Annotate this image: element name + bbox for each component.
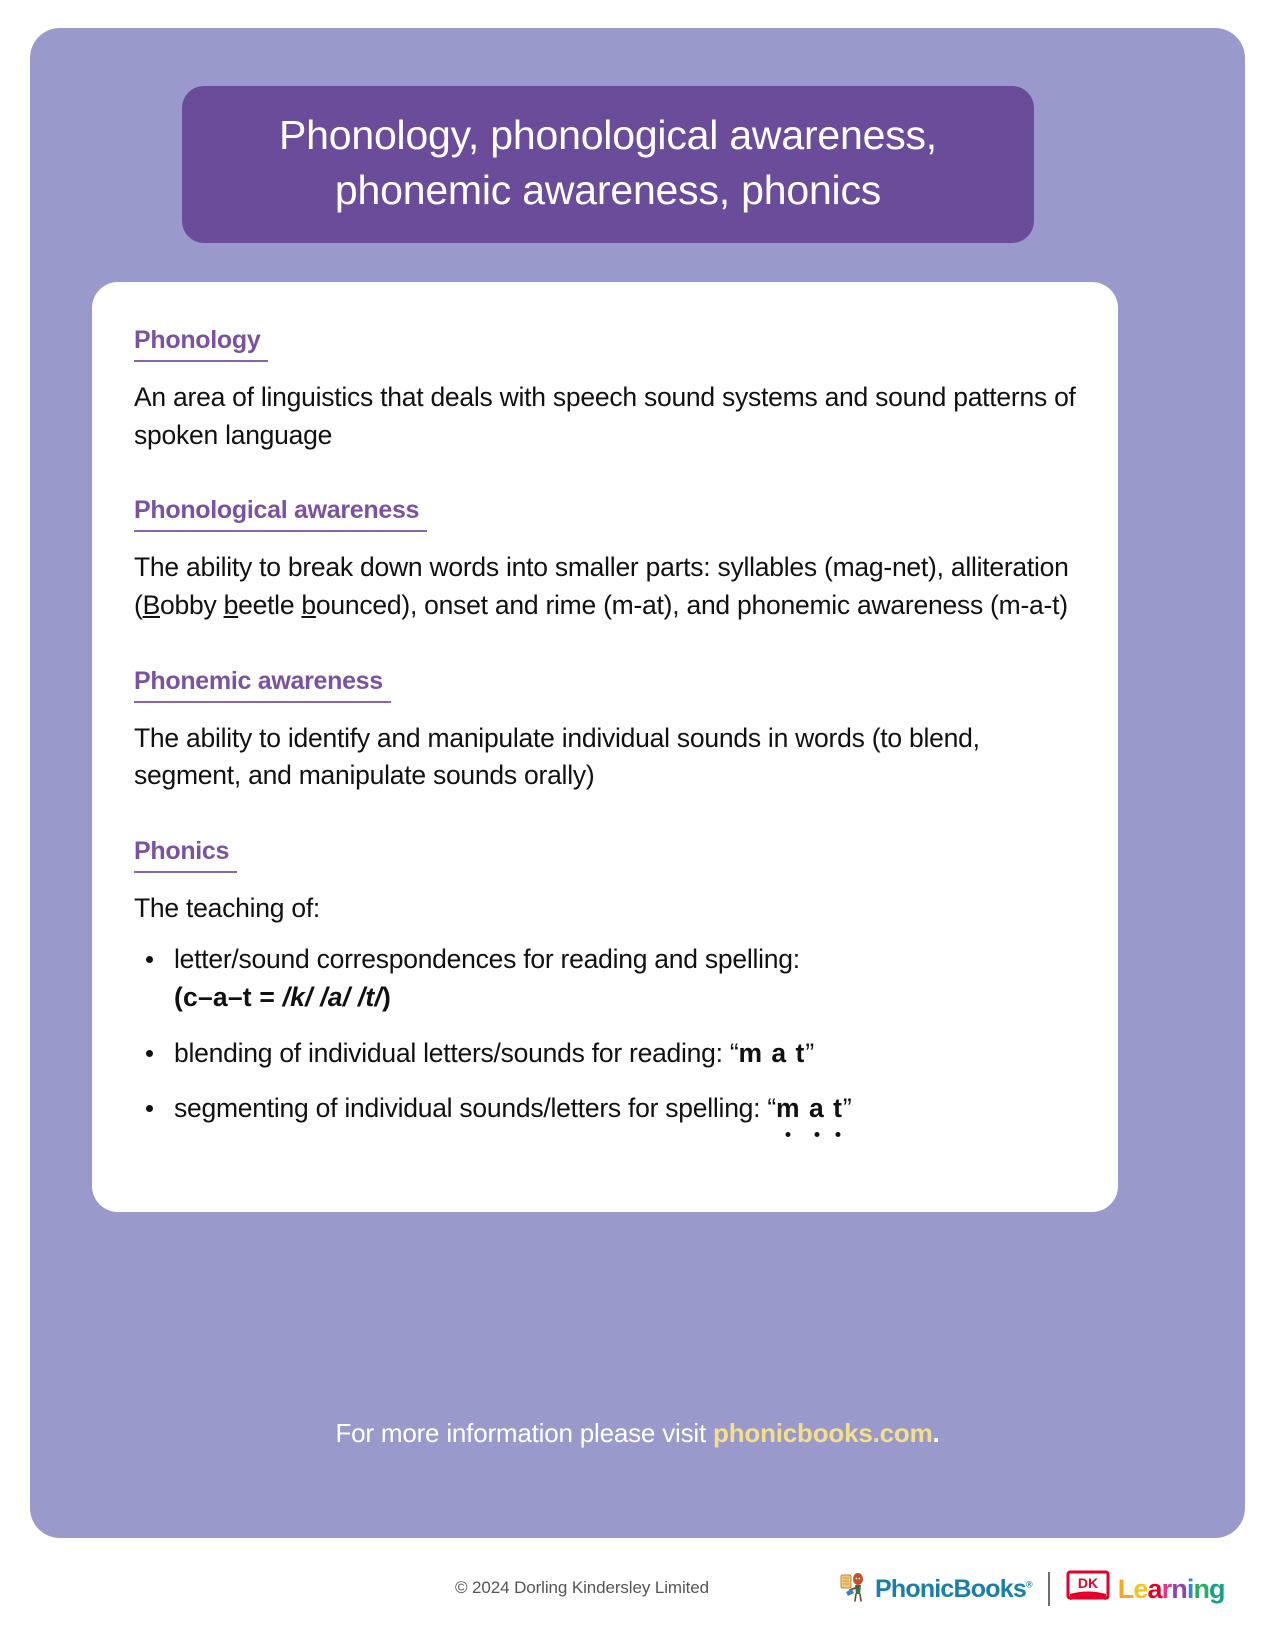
phonics-bullet-list — [134, 941, 1076, 1128]
phonicbooks-wordmark — [875, 1575, 1032, 1604]
quote-open-2: “ — [729, 1037, 739, 1068]
notation-prefix: (c–a–t = — [174, 982, 283, 1012]
page-title-line-1: Phonology, phonological awareness, — [278, 112, 937, 158]
page-bottom-strip — [0, 1568, 1275, 1628]
bullet-item-blending — [134, 1035, 1076, 1073]
segment-letter-1: m — [776, 1090, 801, 1128]
logo-group — [838, 1566, 1225, 1612]
phonetic-notation-cat — [174, 979, 1076, 1017]
bullet-item-segmenting — [134, 1090, 1076, 1128]
body-part-1: The ability to break down words into smaller parts: syllables (mag-net), alliteration ( — [134, 552, 1069, 620]
page-title-line-2: phonemic awareness, phonics — [334, 166, 882, 213]
bullet-text-2: blending of individual letters/sounds for reading: — [174, 1037, 730, 1068]
bullet-text-3: segmenting of individual sounds/letters for spelling: — [174, 1093, 768, 1124]
heading-phonics: Phonics — [134, 837, 237, 873]
section-phonological-awareness — [134, 480, 1076, 624]
alliteration-word-1: obby — [160, 589, 224, 620]
quote-open-3: “ — [767, 1093, 776, 1124]
phonicbooks-word-part-2: Books — [953, 1574, 1026, 1603]
footer-period: . — [932, 1418, 940, 1448]
copyright-text: © 2024 Dorling Kindersley Limited — [455, 1578, 709, 1597]
dk-letter-7: g — [1209, 1573, 1225, 1604]
dk-letter-1: e — [1133, 1573, 1148, 1604]
dk-learning-logo — [1066, 1570, 1225, 1609]
footer-visit-line — [30, 1418, 1245, 1449]
dk-letter-4: n — [1171, 1573, 1187, 1604]
heading-phonemic-awareness: Phonemic awareness — [134, 667, 391, 703]
phonicbooks-mascot-icon — [838, 1570, 872, 1609]
dk-letter-0: L — [1117, 1573, 1134, 1604]
dk-letter-3: r — [1161, 1573, 1172, 1604]
heading-phonology: Phonology — [134, 326, 268, 362]
phonicbooks-word-part-1: Phonic — [875, 1574, 954, 1603]
bullet-item-correspondences — [134, 941, 1076, 1016]
phonicbooks-logo — [838, 1570, 1032, 1609]
dk-letter-6: n — [1193, 1573, 1210, 1604]
footer-prompt-text: For more information please visit — [335, 1418, 714, 1448]
title-banner — [182, 86, 1034, 243]
segment-letter-2: a — [809, 1090, 825, 1128]
body-phonics: The teaching of: — [134, 892, 321, 923]
alliteration-letter-3: b — [301, 589, 316, 620]
alliteration-word-2: eetle — [238, 589, 302, 620]
bullet-text-1: letter/sound correspondences for reading and spelling: — [174, 944, 800, 975]
quote-close-3: ” — [842, 1093, 852, 1124]
dk-learning-wordmark — [1118, 1574, 1225, 1605]
svg-text:DK: DK — [1077, 1574, 1098, 1591]
section-phonemic-awareness — [134, 651, 1076, 795]
body-part-2: ), onset and rime (m-at), and phonemic awareness (m-a-t) — [401, 589, 1068, 620]
body-phonology: An area of linguistics that deals with speech sound systems and sound patterns of spoken language — [134, 382, 1076, 450]
alliteration-letter-2: b — [223, 589, 239, 620]
alliteration-letter-1: B — [142, 589, 161, 620]
body-phonemic-awareness: The ability to identify and manipulate individual sounds in words (to blend, segment, and manipulate sounds orally) — [134, 722, 980, 791]
segmenting-word — [776, 1093, 843, 1123]
heading-phonological-awareness: Phonological awareness — [134, 496, 427, 532]
blending-word: m a t — [738, 1037, 806, 1068]
notation-suffix: ) — [382, 982, 392, 1012]
segment-letter-3: t — [833, 1090, 843, 1128]
alliteration-word-3: ounced — [315, 589, 402, 620]
body-phonological-awareness — [134, 549, 1076, 624]
dk-letter-5: i — [1186, 1573, 1194, 1604]
content-card — [92, 282, 1118, 1212]
logo-divider — [1048, 1572, 1050, 1606]
quote-close-2: ” — [805, 1037, 814, 1068]
phonicbooks-website-link[interactable]: phonicbooks.com — [713, 1418, 933, 1448]
dk-book-icon — [1066, 1570, 1110, 1609]
notation-slashes: /k/ /a/ /t/ — [282, 982, 383, 1012]
section-phonology — [134, 326, 1076, 454]
dk-letter-2: a — [1147, 1573, 1162, 1604]
poster-panel — [30, 28, 1245, 1538]
section-phonics — [134, 821, 1076, 1128]
registered-trademark-icon: ® — [1025, 1579, 1032, 1590]
